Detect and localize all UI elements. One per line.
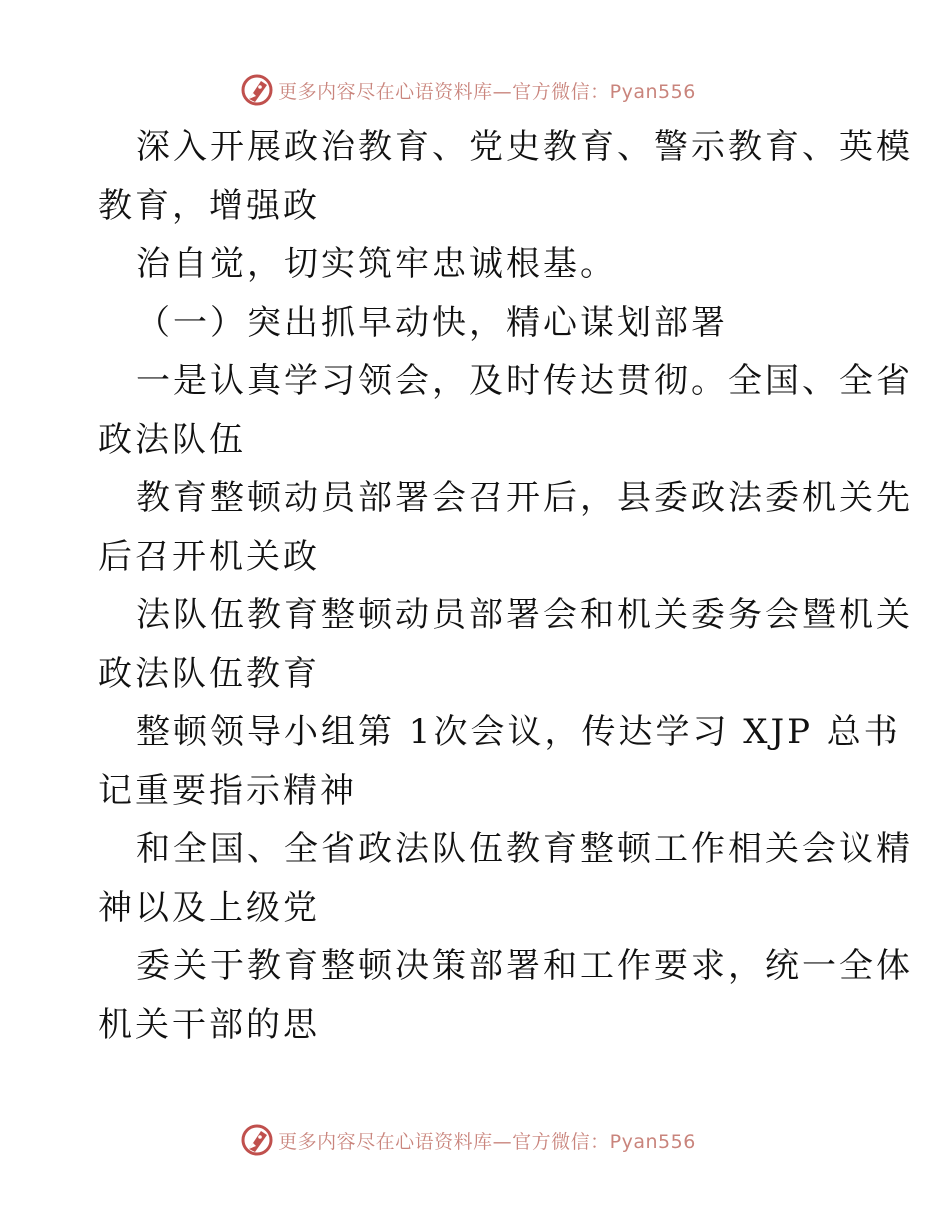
pen-nib-circle-icon — [240, 1123, 274, 1157]
text-line: 整顿领导小组第 1次会议，传达学习 XJP 总书 — [136, 712, 901, 752]
pen-nib-circle-icon — [240, 73, 274, 107]
text-line: 教育，增强政 — [98, 185, 320, 226]
footer-banner-content — [240, 1123, 696, 1157]
text-line: 委关于教育整顿决策部署和工作要求，统一全体 — [136, 946, 913, 986]
text-line: 法队伍教育整顿动员部署会和机关委务会暨机关 — [136, 595, 913, 635]
section-heading: （一）突出抓早动快，精心谋划部署 — [136, 302, 728, 343]
text-line: 神以及上级党 — [98, 887, 320, 928]
text-line: 教育整顿动员部署会召开后，县委政法委机关先 — [136, 478, 913, 518]
footer-banner-text: 更多内容尽在心语资料库—官方微信：Pyan556 — [278, 1130, 696, 1153]
footer-banner — [0, 1120, 950, 1160]
text-line: 后召开机关政 — [98, 536, 320, 577]
text-line: 一是认真学习领会，及时传达贯彻。全国、全省 — [136, 361, 913, 401]
document-body — [98, 118, 913, 1054]
text-line: 治自觉，切实筑牢忠诚根基。 — [136, 244, 617, 284]
header-banner-text: 更多内容尽在心语资料库—官方微信：Pyan556 — [278, 80, 696, 103]
text-line: 政法队伍 — [98, 419, 246, 460]
text-line: 政法队伍教育 — [98, 653, 320, 694]
text-line: 机关干部的思 — [98, 1004, 320, 1045]
header-banner — [0, 70, 950, 110]
text-line: 深入开展政治教育、党史教育、警示教育、英模 — [136, 127, 913, 167]
text-line: 记重要指示精神 — [98, 770, 357, 811]
text-line: 和全国、全省政法队伍教育整顿工作相关会议精 — [136, 829, 913, 869]
header-banner-content — [240, 73, 696, 107]
